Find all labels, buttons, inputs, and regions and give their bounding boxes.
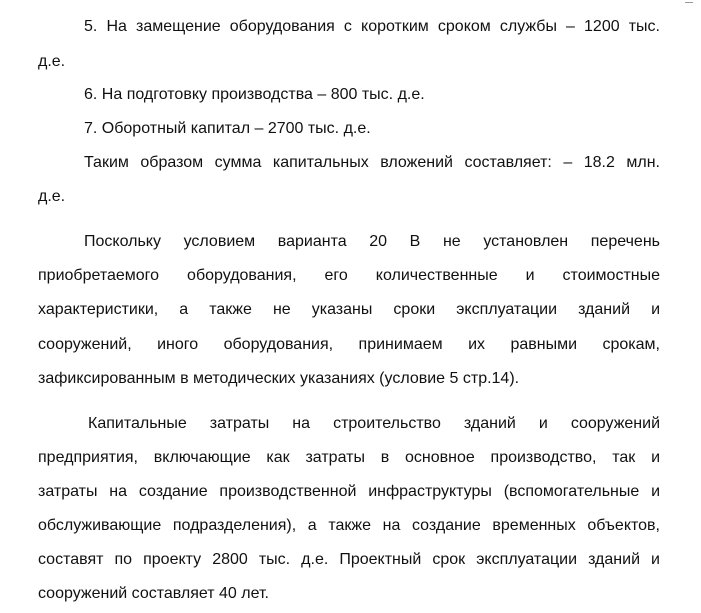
list-item-5-line-1: 5. На замещение оборудования с коротким сроком службы – 1200 тыс. — [84, 18, 660, 35]
paragraph-capital-line-6: сооружений составляет 40 лет. — [38, 585, 269, 602]
paragraph-capital-line-1: Капитальные затраты на строительство зданий и сооружений — [88, 415, 660, 432]
paragraph-equipment-line-2: приобретаемого оборудования, его количественные и стоимостные — [38, 267, 660, 284]
page-corner-mark — [685, 0, 693, 3]
list-item-6: 6. На подготовку производства – 800 тыс. д.е. — [84, 86, 425, 103]
paragraph-capital-line-5: составят по проекту 2800 тыс. д.е. Проектный срок эксплуатации зданий и — [38, 551, 660, 568]
paragraph-capital-line-3: затраты на создание производственной инфраструктуры (вспомогательные и — [38, 483, 660, 500]
summary-line-2: д.е. — [38, 188, 66, 205]
list-item-5-line-2: д.е. — [38, 53, 66, 70]
summary-line-1: Таким образом сумма капитальных вложений составляет: – 18.2 млн. — [84, 154, 660, 171]
paragraph-capital-line-2: предприятия, включающие как затраты в основное производство, так и — [38, 449, 660, 466]
paragraph-equipment-line-5: зафиксированным в методических указаниях (условие 5 стр.14). — [38, 370, 520, 387]
paragraph-capital-line-4: обслуживающие подразделения), а также на создание временных объектов, — [38, 517, 660, 534]
list-item-7: 7. Оборотный капитал – 2700 тыс. д.е. — [84, 120, 371, 137]
paragraph-equipment-line-3: характеристики, а также не указаны сроки эксплуатации зданий и — [38, 301, 660, 318]
paragraph-equipment-line-4: сооружений, иного оборудования, принимаем их равными срокам, — [38, 336, 660, 353]
paragraph-equipment-line-1: Поскольку условием варианта 20 В не установлен перечень — [84, 233, 660, 250]
